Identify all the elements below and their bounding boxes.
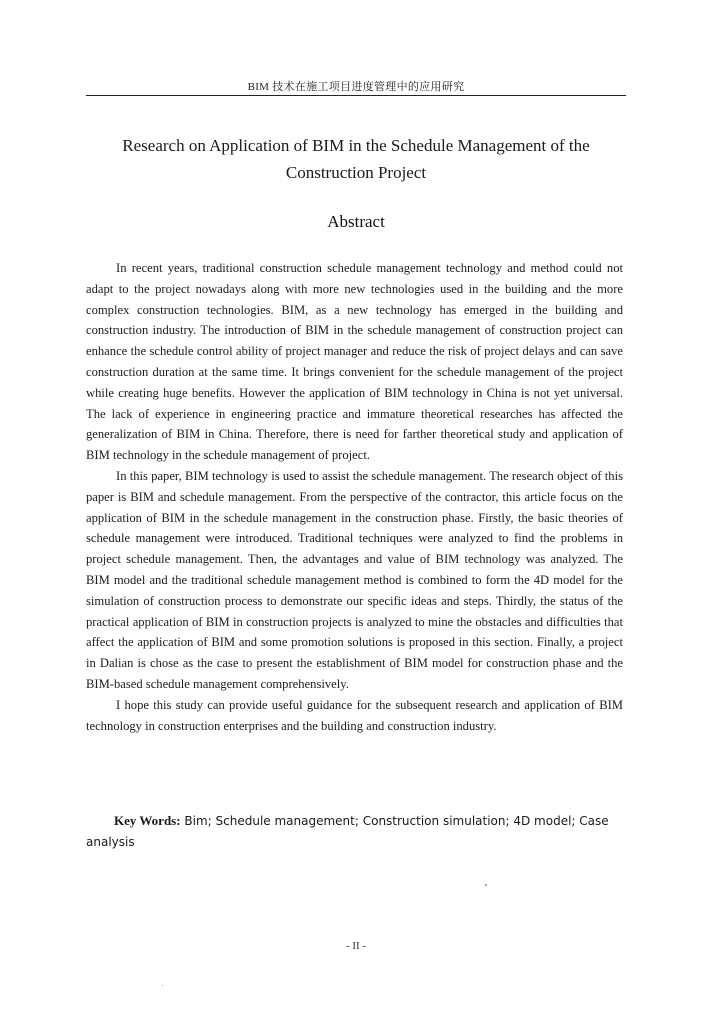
abstract-paragraph-3: I hope this study can provide useful guidance for the subsequent research and application of BIM technology in construction enterprises and the building and construction industry. [86, 697, 623, 733]
keywords-text: Bim; Schedule management; Construction simulation; 4D model; Case analysis [86, 814, 609, 849]
abstract-paragraph-2: In this paper, BIM technology is used to assist the schedule management. The research object of this paper is BIM and schedule management. From the perspective of the contractor, this article focus on the application of BIM in the schedule management in the construction phase. Firstly, the basic theories of schedule management were introduced. Traditional techniques were analyzed to find the problems in project schedule management. Then, the advantages and value of BIM technology was analyzed. The BIM model and the traditional schedule management method is combined to form the 4D model for the simulation of construction process to demonstrate our specific ideas and steps. Thirdly, the status of the practical application of BIM in construction projects is analyzed to mine the obstacles and difficulties that affect the application of BIM and some promotion solutions is proposed in this section. Finally, a project in Dalian is chose as the case to present the establishment of BIM model for construction phase and the BIM-based schedule management comprehensively. [86, 468, 623, 691]
scan-speck [162, 985, 163, 986]
paper-title-line-2: Construction Project [285, 163, 427, 182]
abstract-paragraph-1: In recent years, traditional construction schedule management technology and method could not adapt to the project nowadays along with more new technologies used in the building and the more complex construction technologies. BIM, as a new technology has emerged in the building and construction industry. The introduction of BIM in the schedule management of construction project can enhance the schedule control ability of project manager and reduce the risk of project delays and can save construction duration at the same time. It brings convenient for the schedule management of the project while creating huge benefits. However the application of BIM technology in China is not yet universal. The lack of experience in engineering practice and immature theoretical researches has affected the generalization of BIM in China. Therefore, there is need for farther theoretical study and application of BIM technology in the schedule management of project. [86, 261, 623, 463]
paper-title [86, 132, 626, 186]
scan-speck [485, 884, 487, 886]
keywords [86, 810, 623, 853]
header-divider [86, 95, 626, 96]
running-header: BIM 技术在施工项目进度管理中的应用研究 [247, 81, 465, 93]
abstract-body [86, 258, 623, 736]
paper-title-line-1: Research on Application of BIM in the Schedule Management of the [122, 136, 590, 155]
abstract-heading: Abstract [327, 212, 385, 231]
keywords-label: Key Words: [114, 813, 181, 828]
page-number: - II - [345, 940, 367, 952]
